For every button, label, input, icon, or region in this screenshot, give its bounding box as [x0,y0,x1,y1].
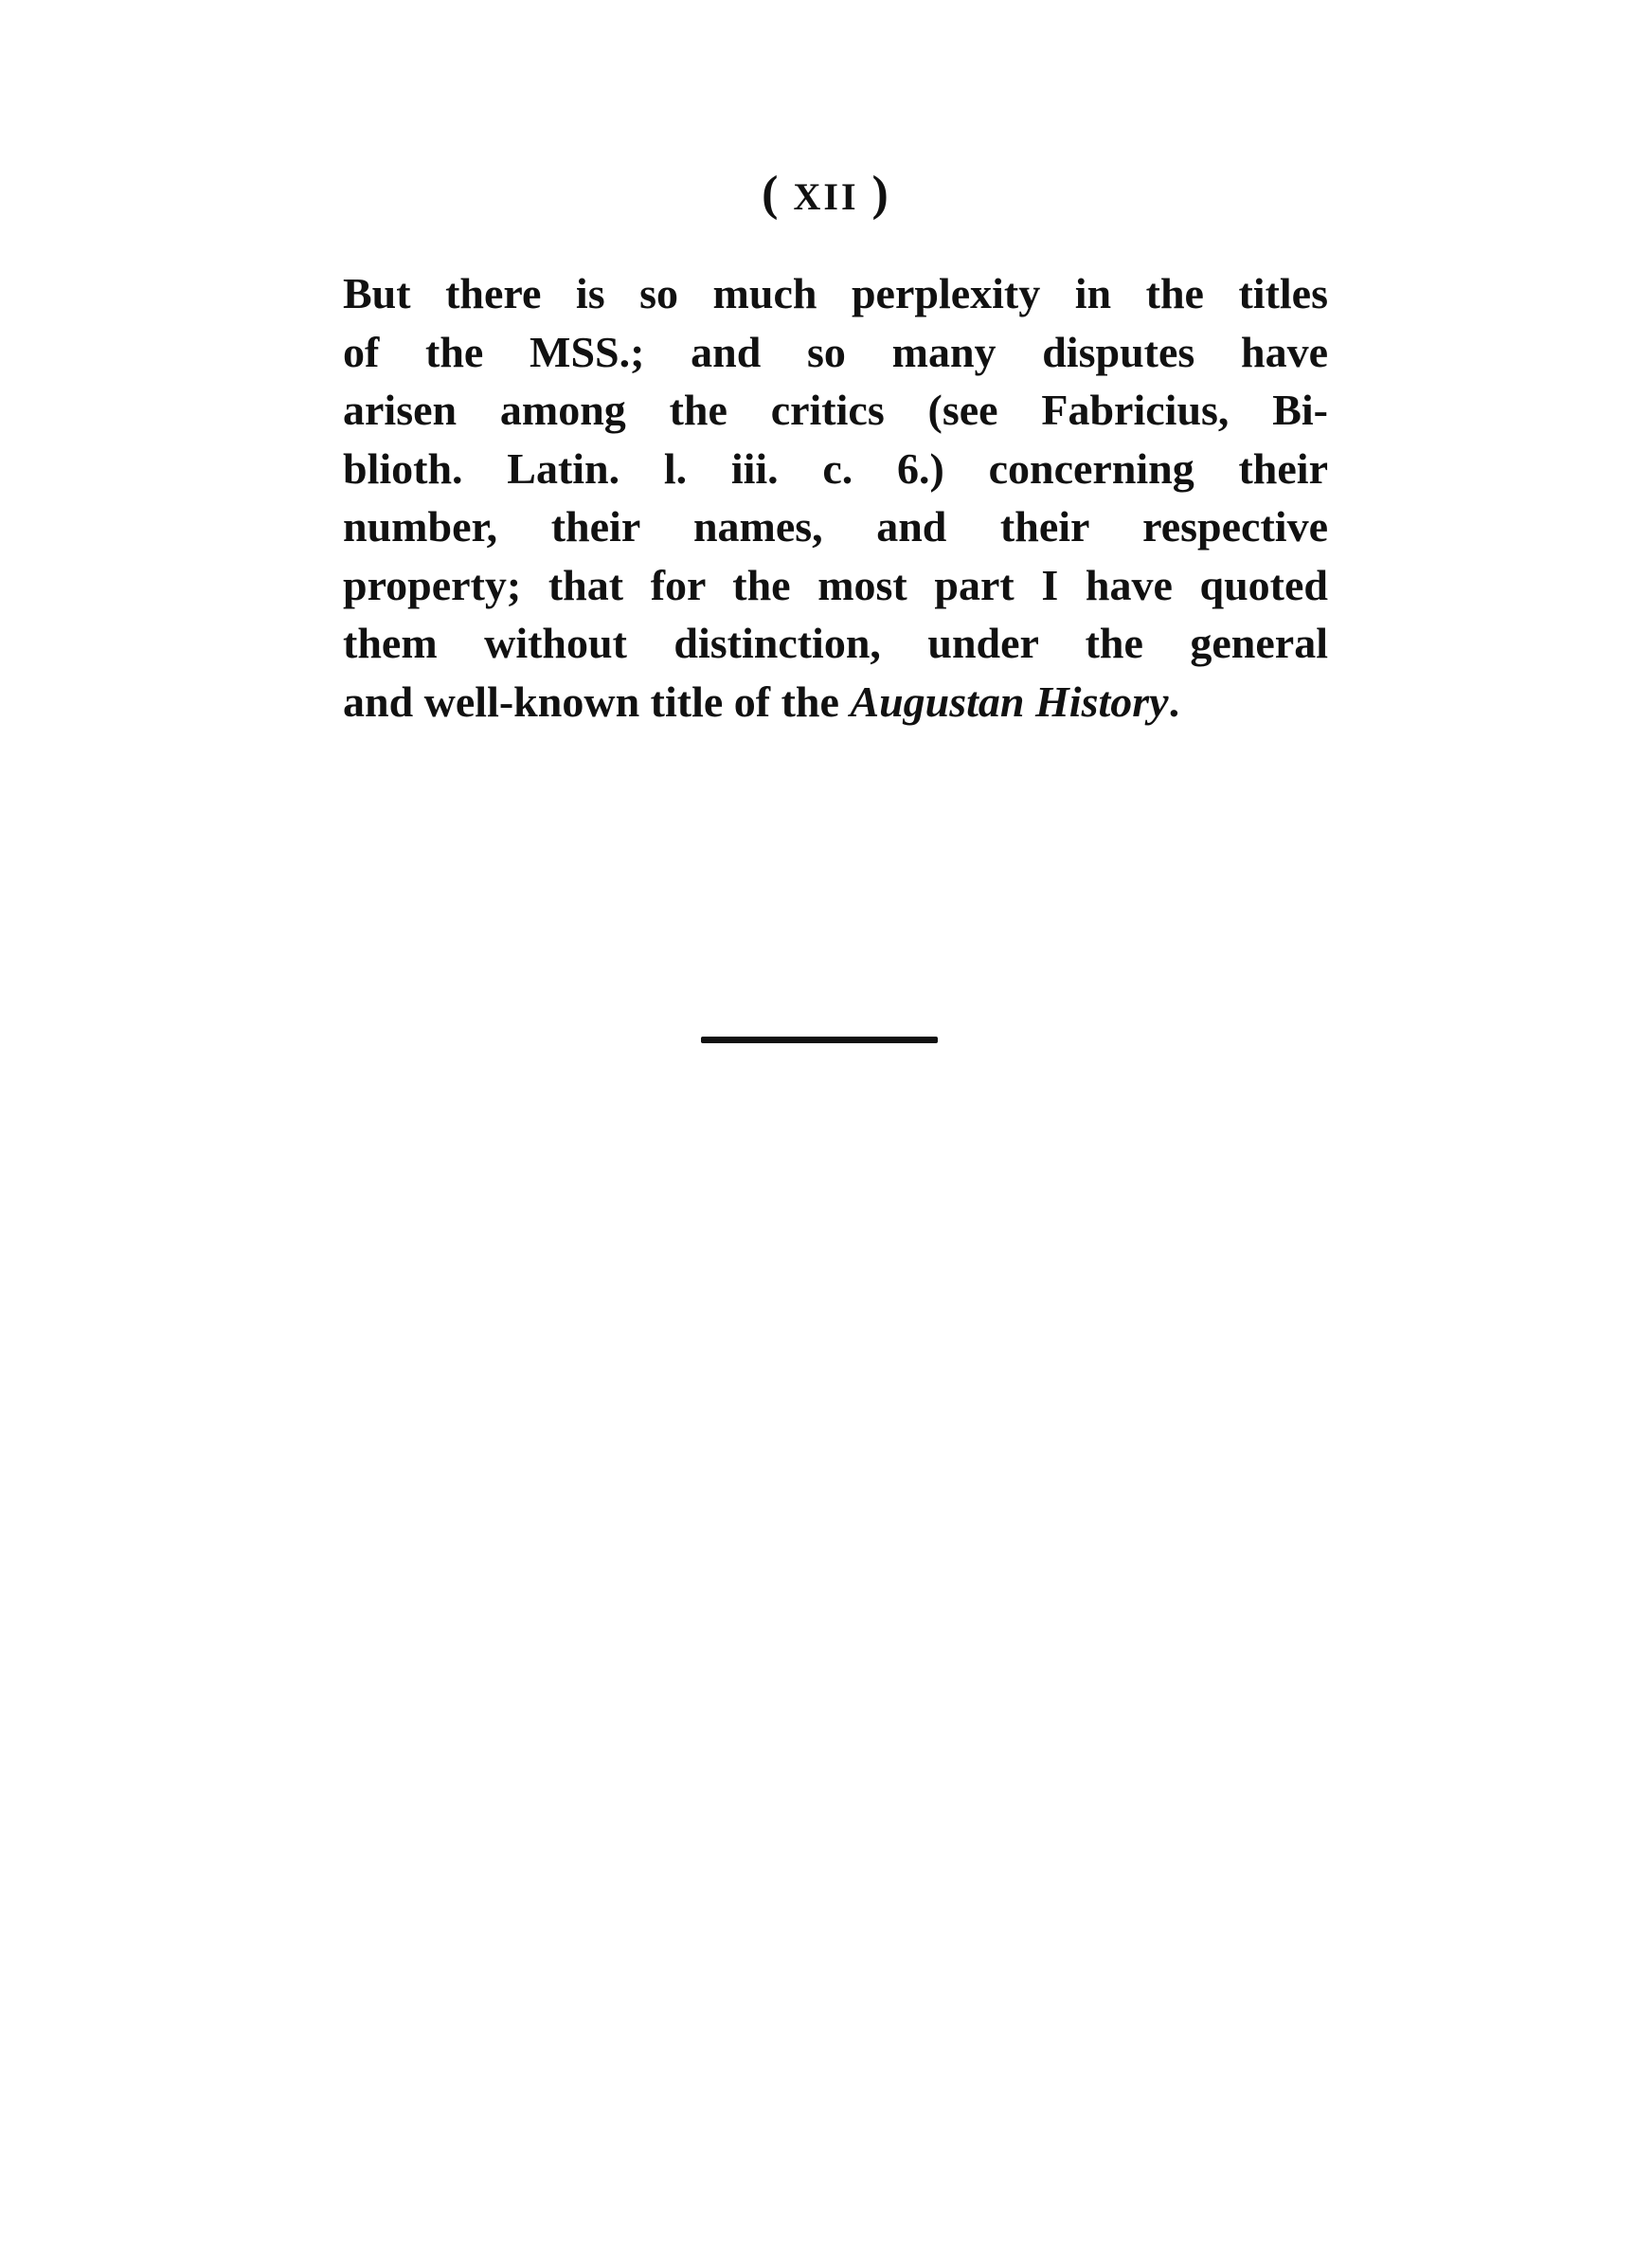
augustan-history-title: Augustan History [850,677,1169,726]
paragraph-line-4: blioth. Latin. l. iii. c. 6.) concerning their [343,443,1328,493]
paragraph-line-3: arisen among the critics (see Fabricius, Bi- [343,386,1328,434]
page-number-numeral: XII [793,175,859,218]
paragraph-line-6: property; that for the most part I have quoted [343,560,1328,609]
paragraph-line-1: But there is so much perplexity in the titles [343,269,1328,317]
page-number-open-paren: ( [762,167,781,221]
page-number [0,159,1652,232]
page-number-close-paren: ) [871,167,890,221]
paragraph-line-8 [343,673,1328,731]
paragraph-line-5: number, their names, and their respective [343,502,1328,551]
paragraph-line-2: of the MSS.; and so many disputes have [343,327,1328,376]
section-divider-rule [701,1037,938,1043]
body-paragraph [343,264,1328,731]
paragraph-line-7: them without distinction, under the general [343,619,1328,667]
paragraph-line-8-period: . [1168,677,1180,726]
paragraph-line-8-text: and well-known title of the [343,677,851,726]
